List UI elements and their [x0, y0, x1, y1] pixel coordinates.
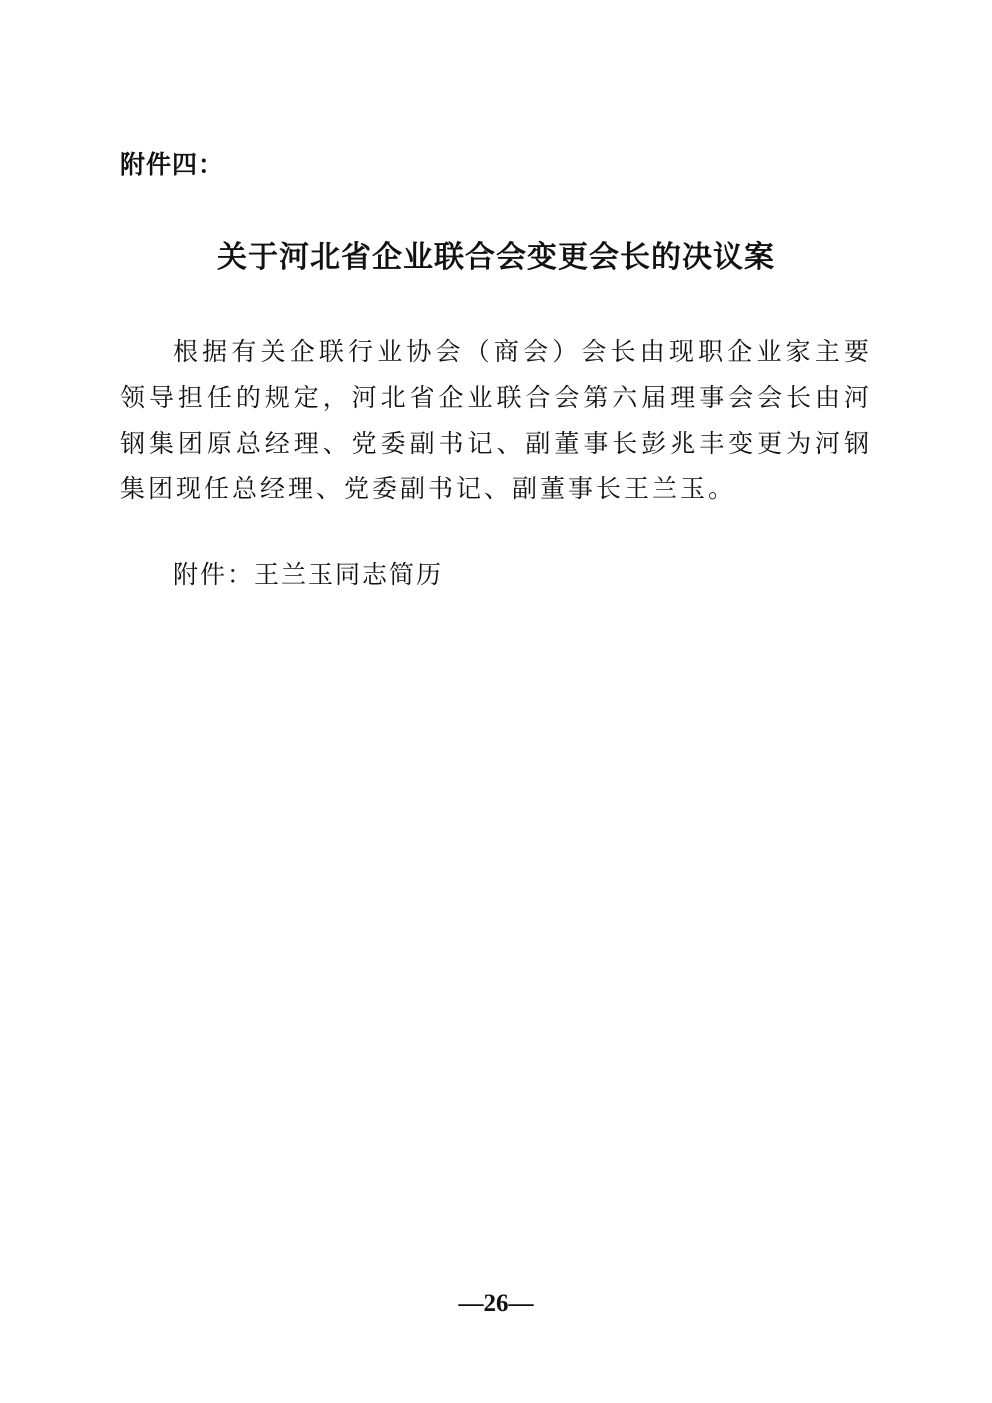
attachment-note: 附件：王兰玉同志简历 — [173, 560, 444, 589]
page-number: —26— — [458, 1290, 534, 1317]
attachment-label: 附件四： — [120, 150, 225, 179]
document-title: 关于河北省企业联合会变更会长的决议案 — [217, 240, 775, 275]
body-paragraph: 根据有关企联行业协会（商会）会长由现职企业家主要领导担任的规定，河北省企业联合会第六届理事会会长由河钢集团原总经理、党委副书记、副董事长彭兆丰变更为河钢集团现任总经理、党委副书记、副董事长王兰玉。 — [120, 337, 872, 504]
